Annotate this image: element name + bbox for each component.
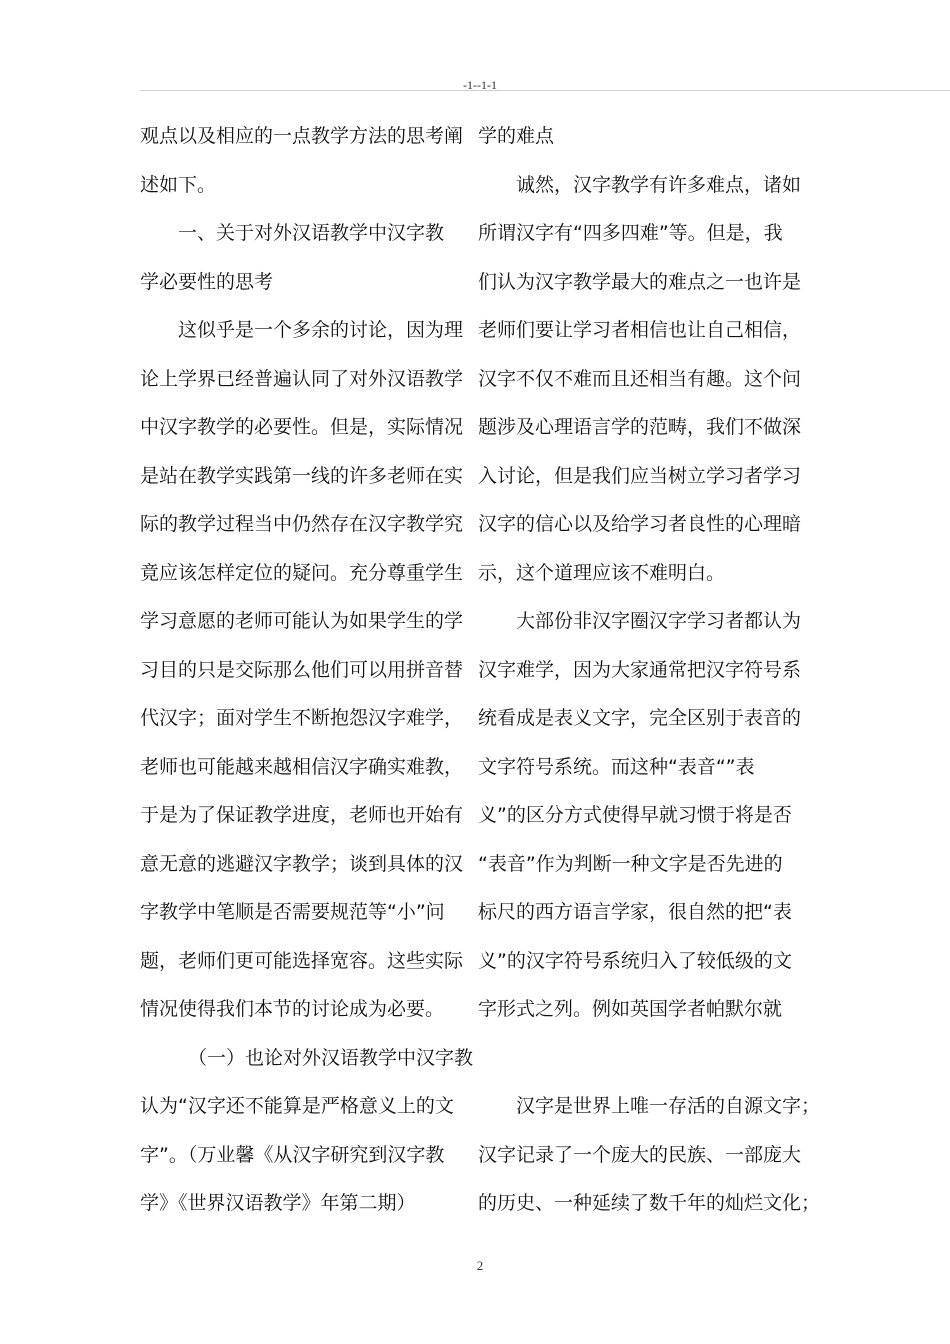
text-line: 老师们要让学习者相信也让自己相信， (478, 319, 802, 341)
left-text-column (140, 112, 480, 1228)
text-line: 大部份非汉字圈汉字学习者都认为 (516, 610, 802, 632)
text-line: 字”。（万业馨《从汉字研究到汉字教 (140, 1143, 445, 1166)
text-line: 汉字不仅不难而且还相当有趣。这个问 (478, 367, 802, 390)
text-line: 是站在教学实践第一线的许多老师在实 (140, 464, 464, 487)
text-line: 观点以及相应的一点教学方法的思考阐 (140, 125, 464, 147)
text-line: 汉字的信心以及给学习者良性的心理暗 (478, 513, 802, 535)
text-line: 标尺的西方语言学家，很自然的把“表 (478, 901, 792, 923)
text-line: 义”的区分方式使得早就习惯于将是否 (478, 804, 792, 826)
right-text-column (478, 112, 824, 1228)
text-line: 老师也可能越来越相信汉字确实难教， (140, 755, 464, 778)
text-line: 义”的汉字符号系统归入了较低级的文 (478, 949, 792, 972)
text-line: 论上学界已经普遍认同了对外汉语教学 (140, 367, 464, 390)
text-line: 示，这个道理应该不难明白。 (478, 561, 726, 584)
text-line: “表音”作为判断一种文字是否先进的 (478, 852, 783, 875)
text-line: 诚然，汉字教学有许多难点，诸如 (516, 173, 802, 196)
text-line: 于是为了保证教学进度，老师也开始有 (140, 804, 464, 826)
text-line: 所谓汉字有“四多四难”等。但是，我 (478, 222, 783, 244)
text-line: 入讨论，但是我们应当树立学习者学习 (478, 464, 802, 487)
text-line: 文字符号系统。而这种“表音“”表 (478, 755, 755, 778)
page-header-marker: -1--1-1 (463, 78, 497, 92)
text-line: 的历史、一种延续了数千年的灿烂文化； (478, 1192, 821, 1214)
text-line: 述如下。 (140, 173, 217, 196)
text-line: 学》《世界汉语教学》年第二期） (140, 1192, 416, 1214)
section-heading-cont: 学必要性的思考 (140, 270, 274, 293)
text-line: 汉字记录了一个庞大的民族、一部庞大 (478, 1143, 802, 1166)
text-line: 汉字是世界上唯一存活的自源文字； (516, 1095, 821, 1117)
text-line: 们认为汉字教学最大的难点之一也许是 (478, 270, 802, 293)
text-line: 汉字难学，因为大家通常把汉字符号系 (478, 658, 802, 681)
page-number: 2 (476, 1258, 484, 1273)
text-line: 学习意愿的老师可能认为如果学生的学 (140, 610, 464, 632)
text-line: 中汉字教学的必要性。但是，实际情况 (140, 416, 464, 438)
text-line: 字教学中笔顺是否需要规范等“小”问 (140, 901, 445, 923)
text-line: 字形式之列。例如英国学者帕默尔就 (478, 998, 783, 1020)
text-line: 题，老师们更可能选择宽容。这些实际 (140, 949, 464, 972)
text-line: 情况使得我们本节的讨论成为必要。 (140, 998, 445, 1020)
text-line: 际的教学过程当中仍然存在汉字教学究 (140, 513, 464, 535)
text-line: 意无意的逃避汉字教学；谈到具体的汉 (140, 852, 464, 875)
header-divider (140, 90, 950, 91)
section-heading: 一、关于对外汉语教学中汉字教 (178, 222, 445, 244)
text-line: 统看成是表义文字，完全区别于表音的 (478, 707, 802, 729)
text-line: 题涉及心理语言学的范畴，我们不做深 (478, 416, 802, 438)
text-line: 代汉字；面对学生不断抱怨汉字难学， (140, 707, 464, 729)
text-line: 竟应该怎样定位的疑问。充分尊重学生 (140, 561, 464, 584)
text-line: 学的难点 (478, 125, 555, 147)
text-line: 认为“汉字还不能算是严格意义上的文 (140, 1095, 454, 1117)
text-line: 习目的只是交际那么他们可以用拼音替 (140, 658, 464, 681)
text-line: 这似乎是一个多余的讨论，因为理 (178, 319, 464, 341)
blank-line (478, 1034, 824, 1083)
subsection-heading: （一）也论对外汉语教学中汉字教 (188, 1046, 474, 1069)
